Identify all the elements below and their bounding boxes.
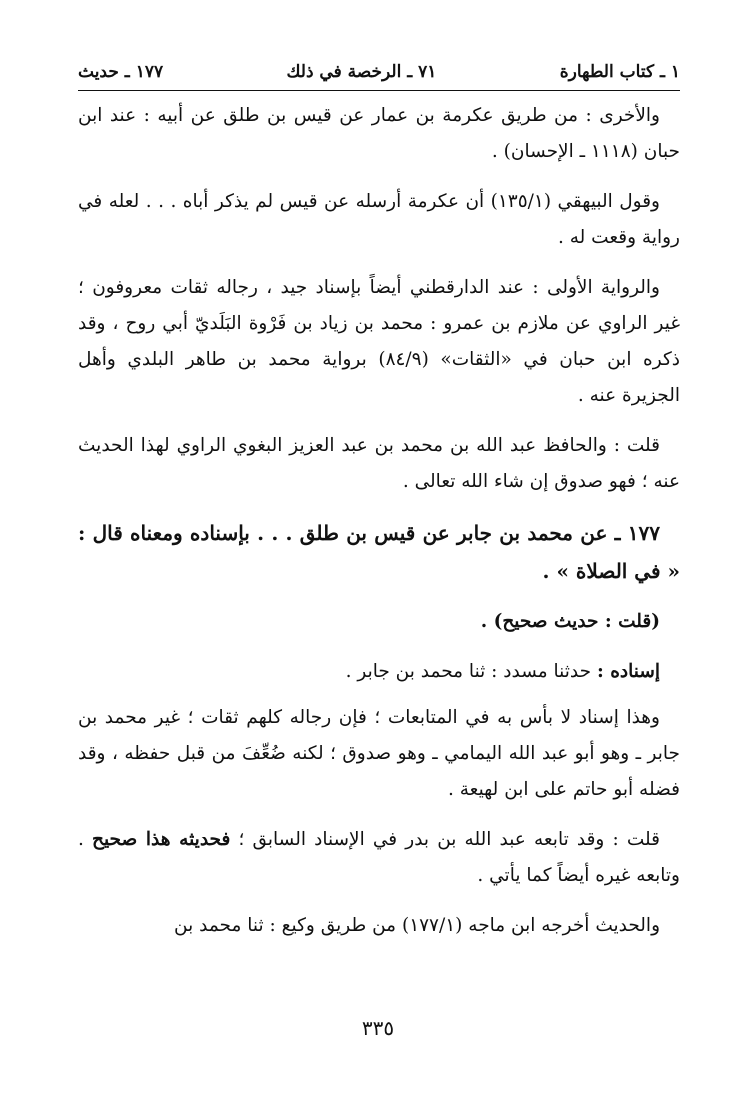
- header-book-title: ١ ـ كتاب الطهارة: [559, 62, 680, 82]
- paragraph-baghawi-note: قلت : والحافظ عبد الله بن محمد بن عبد العزيز البغوي الراوي لهذا الحديث عنه ؛ فهو صدوق إن شاء الله تعالى .: [78, 435, 680, 492]
- isnad-text: حدثنا مسدد : ثنا محمد بن جابر .: [345, 661, 597, 682]
- paragraph-corroboration: [78, 822, 680, 894]
- hadith-text: ١٧٧ ـ عن محمد بن جابر عن قيس بن طلق . . . بإسناده ومعناه قال : « في الصلاة » .: [78, 521, 680, 583]
- hadith-verdict: (قلت : حديث صحيح) .: [480, 611, 660, 632]
- header-divider: [78, 90, 680, 91]
- paragraph-isnad-analysis: وهذا إسناد لا بأس به في المتابعات ؛ فإن رجاله كلهم ثقات ؛ غير محمد بن جابر ـ وهو أبو عبد الله اليمامي ـ وهو صدوق ؛ لكنه ضُعِّفَ من قبل حفظه ، وقد فضله أبو حاتم على ابن لهيعة .: [78, 707, 680, 800]
- paragraph-bayhaqi: وقول البيهقي (١٣٥/١) أن عكرمة أرسله عن قيس لم يذكر أباه . . . لعله في رواية وقعت له .: [78, 191, 680, 248]
- header-hadith-number: ١٧٧ ـ حديث: [78, 62, 164, 82]
- paragraph-ibn-majah: والحديث أخرجه ابن ماجه (١٧٧/١) من طريق وكيع : ثنا محمد بن: [174, 915, 660, 936]
- corroboration-text: قلت : وقد تابعه عبد الله بن بدر في الإسناد السابق ؛: [230, 829, 660, 850]
- corroboration-verdict: فحديثه هذا صحيح: [92, 829, 231, 850]
- corroboration-tail: . وتابعه غيره أيضاً كما يأتي .: [78, 829, 680, 886]
- page-number: ٣٣٥: [361, 1016, 395, 1040]
- paragraph-other-narration: والأخرى : من طريق عكرمة بن عمار عن قيس بن طلق عن أبيه : عند ابن حبان (١١١٨ ـ الإحسان) .: [78, 105, 680, 162]
- isnad-line: [78, 654, 680, 690]
- paragraph-first-narration: والرواية الأولى : عند الدارقطني أيضاً بإسناد جيد ، رجاله ثقات معروفون ؛ غير الراوي عن ملازم بن عمرو : محمد بن زياد بن فَرْوة البَلَديّ أبي روح ، وقد ذكره ابن حبان في «الثقات» (٨٤/٩) برواية محمد بن طاهر البلدي وأهل الجزيرة عنه .: [78, 277, 680, 406]
- isnad-label: إسناده :: [596, 661, 660, 682]
- header-chapter-title: ٧١ ـ الرخصة في ذلك: [286, 62, 437, 82]
- running-header: [78, 54, 680, 90]
- page-body: [78, 98, 680, 958]
